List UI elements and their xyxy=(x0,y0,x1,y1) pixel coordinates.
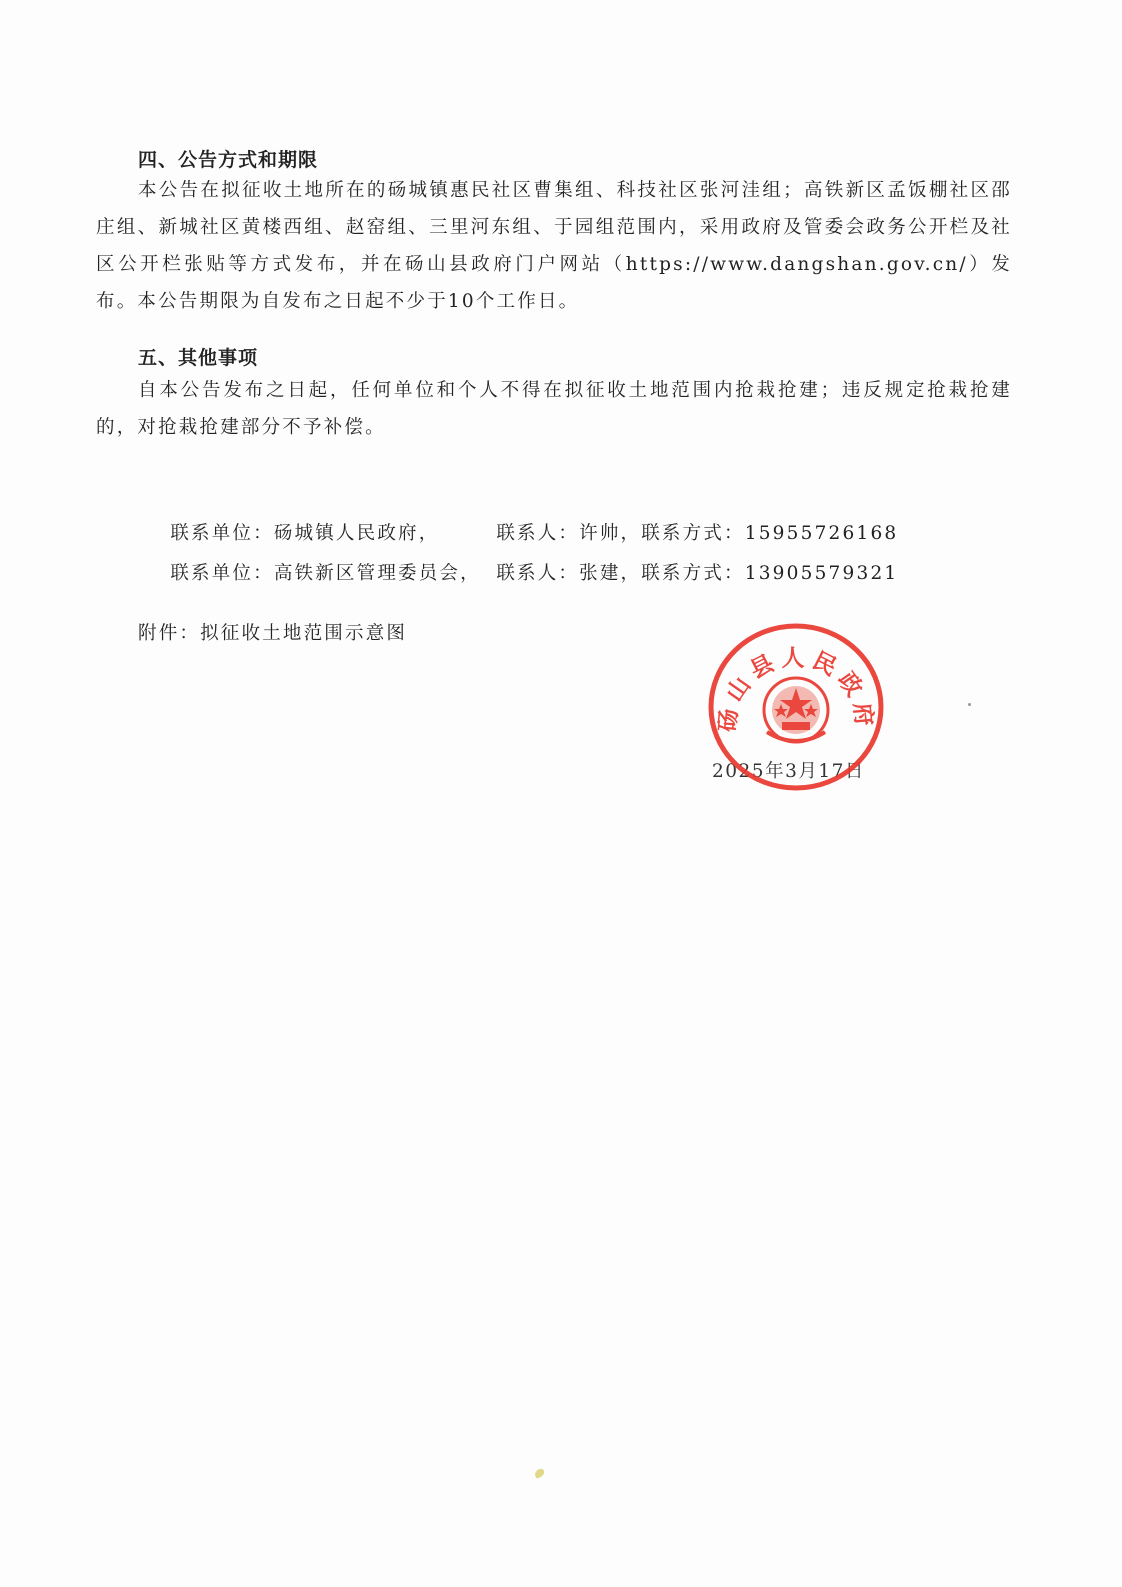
contact-person: 联系人：张建，联系方式：13905579321 xyxy=(496,563,899,584)
contact-person: 联系人：许帅，联系方式：15955726168 xyxy=(496,523,899,544)
seal-text: 砀山县人民政府 xyxy=(713,644,879,734)
contact-unit: 联系单位：砀城镇人民政府， xyxy=(170,523,440,544)
contact-line-2 xyxy=(138,538,898,606)
section-5-body: 自本公告发布之日起，任何单位和个人不得在拟征收土地范围内抢栽抢建；违反规定抢栽抢建的，对抢栽抢建部分不予补偿。 xyxy=(96,380,1012,438)
official-seal xyxy=(707,622,885,792)
issue-date: 2025年3月17日 xyxy=(712,761,865,782)
section-4-body: 本公告在拟征收土地所在的砀城镇惠民社区曹集组、科技社区张河洼组；高铁新区孟饭棚社区邵庄组、新城社区黄楼西组、赵窑组、三里河东组、于园组范围内，采用政府及管委会政务公开栏及社区公开栏张贴等方式发布，并在砀山县政府门户网站（https://www.dangshan.gov.cn/）发布。本公告期限为自发布之日起不少于10个工作日。 xyxy=(96,180,1012,312)
contact-unit: 联系单位：高铁新区管理委员会， xyxy=(170,563,481,584)
section-5-heading: 五、其他事项 xyxy=(138,347,259,369)
paper-stain xyxy=(533,1466,547,1480)
scan-mark xyxy=(968,703,971,706)
national-emblem-icon xyxy=(764,678,828,742)
section-4-heading: 四、公告方式和期限 xyxy=(138,149,319,171)
attachment-note: 附件：拟征收土地范围示意图 xyxy=(138,623,408,644)
